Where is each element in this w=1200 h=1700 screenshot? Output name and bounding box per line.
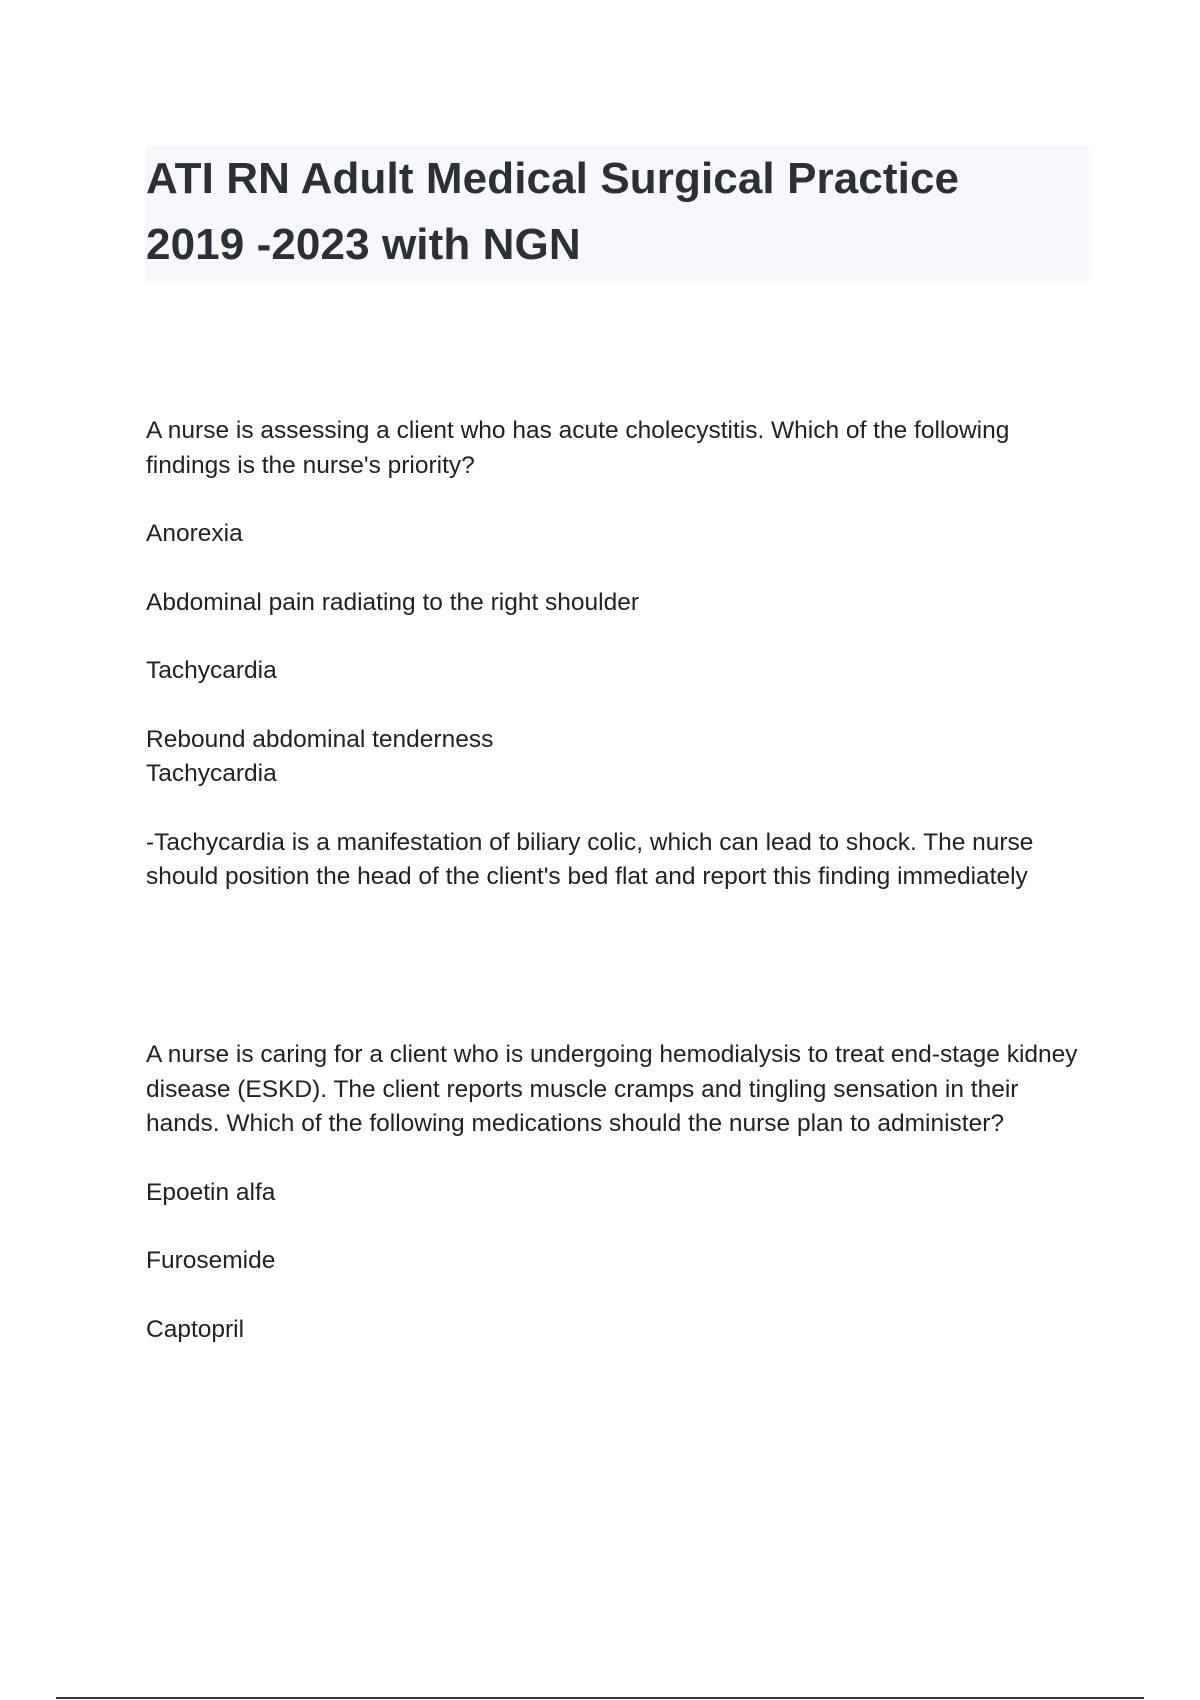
answer-option: Rebound abdominal tenderness	[146, 725, 494, 753]
answer-option: Anorexia	[146, 520, 243, 547]
answer-rationale: -Tachycardia is a manifestation of biliary colic, which can lead to shock. The nurse should position the head of the client's bed flat and report this finding immediately	[146, 828, 1034, 890]
answer-option: Captopril	[146, 1315, 245, 1343]
question-stem: A nurse is caring for a client who is undergoing hemodialysis to treat end-stage kidney disease (ESKD). The client reports muscle cramps and tingling sensation in their hands. Which of the following medications should the nurse plan to administer?	[146, 1041, 1078, 1137]
answer-option: Epoetin alfa	[146, 1178, 276, 1206]
correct-answer: Tachycardia	[146, 760, 277, 787]
answer-option: Tachycardia	[146, 657, 277, 684]
question-1	[146, 414, 1096, 895]
answer-option: Furosemide	[146, 1247, 276, 1274]
question-stem: A nurse is assessing a client who has acute cholecystitis. Which of the following findings is the nurse's priority?	[146, 417, 1010, 479]
page-title: ATI RN Adult Medical Surgical Practice 2019 -2023 with NGN	[146, 154, 960, 269]
title-banner	[146, 146, 1089, 281]
answer-option: Abdominal pain radiating to the right shoulder	[146, 588, 640, 616]
footer-divider	[56, 1697, 1144, 1699]
question-2	[146, 1038, 1096, 1381]
